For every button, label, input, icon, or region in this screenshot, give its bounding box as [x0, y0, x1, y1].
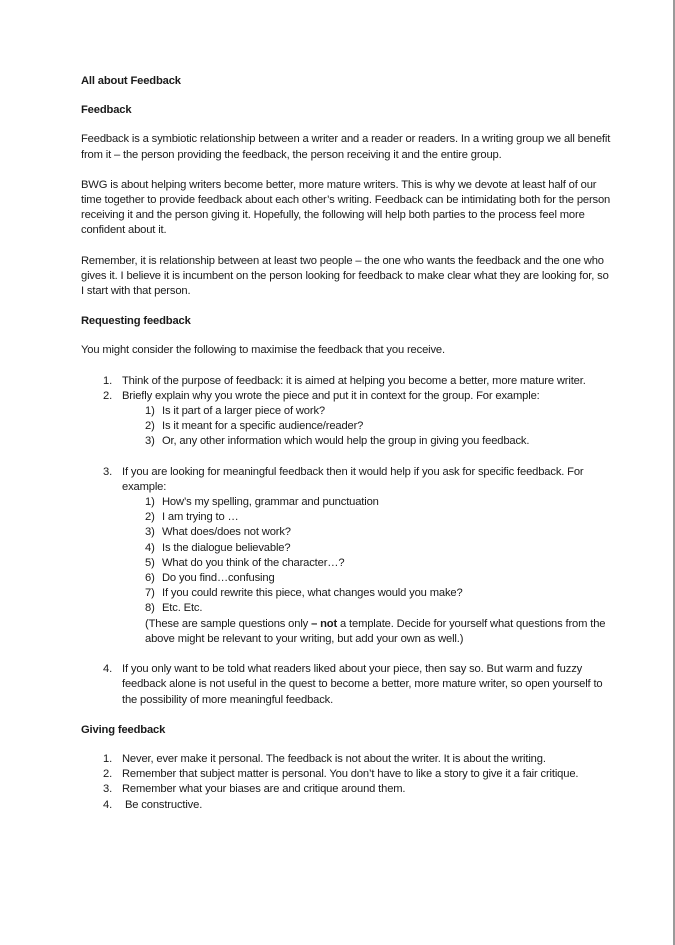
document-title: All about Feedback — [81, 75, 181, 87]
list-item-text: Never, ever make it personal. The feedback is not about the writer. It is about the writing. — [122, 752, 546, 765]
list-item — [81, 782, 611, 797]
sub-list-number: 6) — [145, 572, 155, 585]
sub-list-number: 1) — [145, 405, 155, 418]
list-item-text: If you are looking for meaningful feedback then it would help if you ask for specific feedback. For example: — [122, 465, 584, 493]
sub-list-item — [122, 601, 611, 616]
sub-list-item-text: Etc. Etc. — [162, 602, 203, 615]
sub-list-item-text: Is the dialogue believable? — [162, 541, 291, 554]
note-text: a template. Decide for yourself what questions from the above might be relevant to your writing, but add your own as well.) — [145, 617, 606, 645]
sub-list-number: 8) — [145, 602, 155, 615]
sub-list-number: 5) — [145, 556, 155, 569]
requesting-list — [81, 374, 611, 708]
sub-list-item-text: Do you find…confusing — [162, 572, 275, 585]
sub-list-number: 2) — [145, 420, 155, 433]
sub-list-item-text: If you could rewrite this piece, what changes would you make? — [162, 587, 463, 600]
giving-list — [81, 752, 611, 813]
sub-list-item — [122, 571, 611, 586]
list-number: 3. — [103, 783, 113, 796]
document-body — [81, 74, 611, 813]
paragraph: Remember, it is relationship between at least two people – the one who wants the feedback and the one who gives it. I believe it is incumbent on the person looking for feedback to make clear what they are looking for, so I start with that person. — [81, 254, 609, 298]
note-text: (These are sample questions only — [145, 617, 312, 630]
list-item — [81, 752, 611, 767]
list-number: 3. — [103, 465, 113, 478]
list-item-text: Think of the purpose of feedback: it is aimed at helping you become a better, more mature writer. — [122, 374, 586, 387]
sub-list-number: 3) — [145, 526, 155, 539]
sub-list-item — [122, 541, 611, 556]
sub-list-item-text: Or, any other information which would help the group in giving you feedback. — [162, 435, 530, 448]
list-item-text: Briefly explain why you wrote the piece and put it in context for the group. For example: — [122, 389, 540, 402]
list-number: 4. — [103, 663, 113, 676]
sub-list-number: 3) — [145, 435, 155, 448]
list-item — [81, 389, 611, 450]
sub-list-item — [122, 510, 611, 525]
sub-list-item — [122, 495, 611, 510]
sub-list-item — [122, 586, 611, 601]
sub-list-item — [122, 419, 611, 434]
paragraph: BWG is about helping writers become better, more mature writers. This is why we devote at least half of our time together to provide feedback about each other’s writing. Feedback can be intimidating both for the person receiving it and the person giving it. Hopefully, the following will help both parties to the process feel more confident about it. — [81, 178, 611, 237]
sub-list-item-text: Is it part of a larger piece of work? — [162, 405, 325, 418]
paragraph: You might consider the following to maximise the feedback that you receive. — [81, 344, 445, 357]
list-number: 1. — [103, 374, 113, 387]
sub-list-item — [122, 404, 611, 419]
list-item — [81, 767, 611, 782]
list-number: 4. — [103, 798, 113, 811]
sub-list-number: 4) — [145, 541, 155, 554]
sub-list-number: 1) — [145, 496, 155, 509]
section-heading-feedback: Feedback — [81, 104, 132, 117]
sub-list-item — [122, 525, 611, 540]
list-item — [81, 465, 611, 647]
list-item-text: Be constructive. — [122, 798, 203, 811]
sub-list-item-text: Is it meant for a specific audience/reader? — [162, 420, 364, 433]
section-heading-requesting: Requesting feedback — [81, 315, 191, 328]
sub-list-item-text: How’s my spelling, grammar and punctuation — [162, 496, 379, 509]
list-item — [81, 662, 611, 708]
sub-list-item-text: I am trying to … — [162, 511, 239, 524]
section-heading-giving: Giving feedback — [81, 723, 166, 736]
list-item-text: Remember what your biases are and critique around them. — [122, 783, 406, 796]
paragraph: Feedback is a symbiotic relationship between a writer and a reader or readers. In a writing group we all benefit from it – the person providing the feedback, the person receiving it and the entire group. — [81, 133, 611, 161]
sub-list-item — [122, 434, 611, 449]
list-item — [81, 798, 611, 813]
sub-list-item — [122, 556, 611, 571]
note-emphasis: – not — [311, 617, 338, 630]
sub-list-item-text: What do you think of the character…? — [162, 556, 345, 569]
list-number: 1. — [103, 752, 113, 765]
list-item — [81, 374, 611, 389]
list-number: 2. — [103, 768, 113, 781]
sub-list-number: 2) — [145, 511, 155, 524]
list-number: 2. — [103, 389, 113, 402]
sub-list-number: 7) — [145, 587, 155, 600]
list-item-text: If you only want to be told what readers liked about your piece, then say so. But warm and fuzzy feedback alone is not useful in the quest to become a better, more mature writer, so open yourself to the possibility of more meaningful feedback. — [122, 663, 603, 706]
sub-list-item-text: What does/does not work? — [162, 526, 291, 539]
list-item-text: Remember that subject matter is personal. You don’t have to like a story to give it a fair critique. — [122, 768, 579, 781]
sub-list — [122, 404, 611, 450]
sample-questions-note — [122, 617, 611, 647]
sub-list — [122, 495, 611, 617]
